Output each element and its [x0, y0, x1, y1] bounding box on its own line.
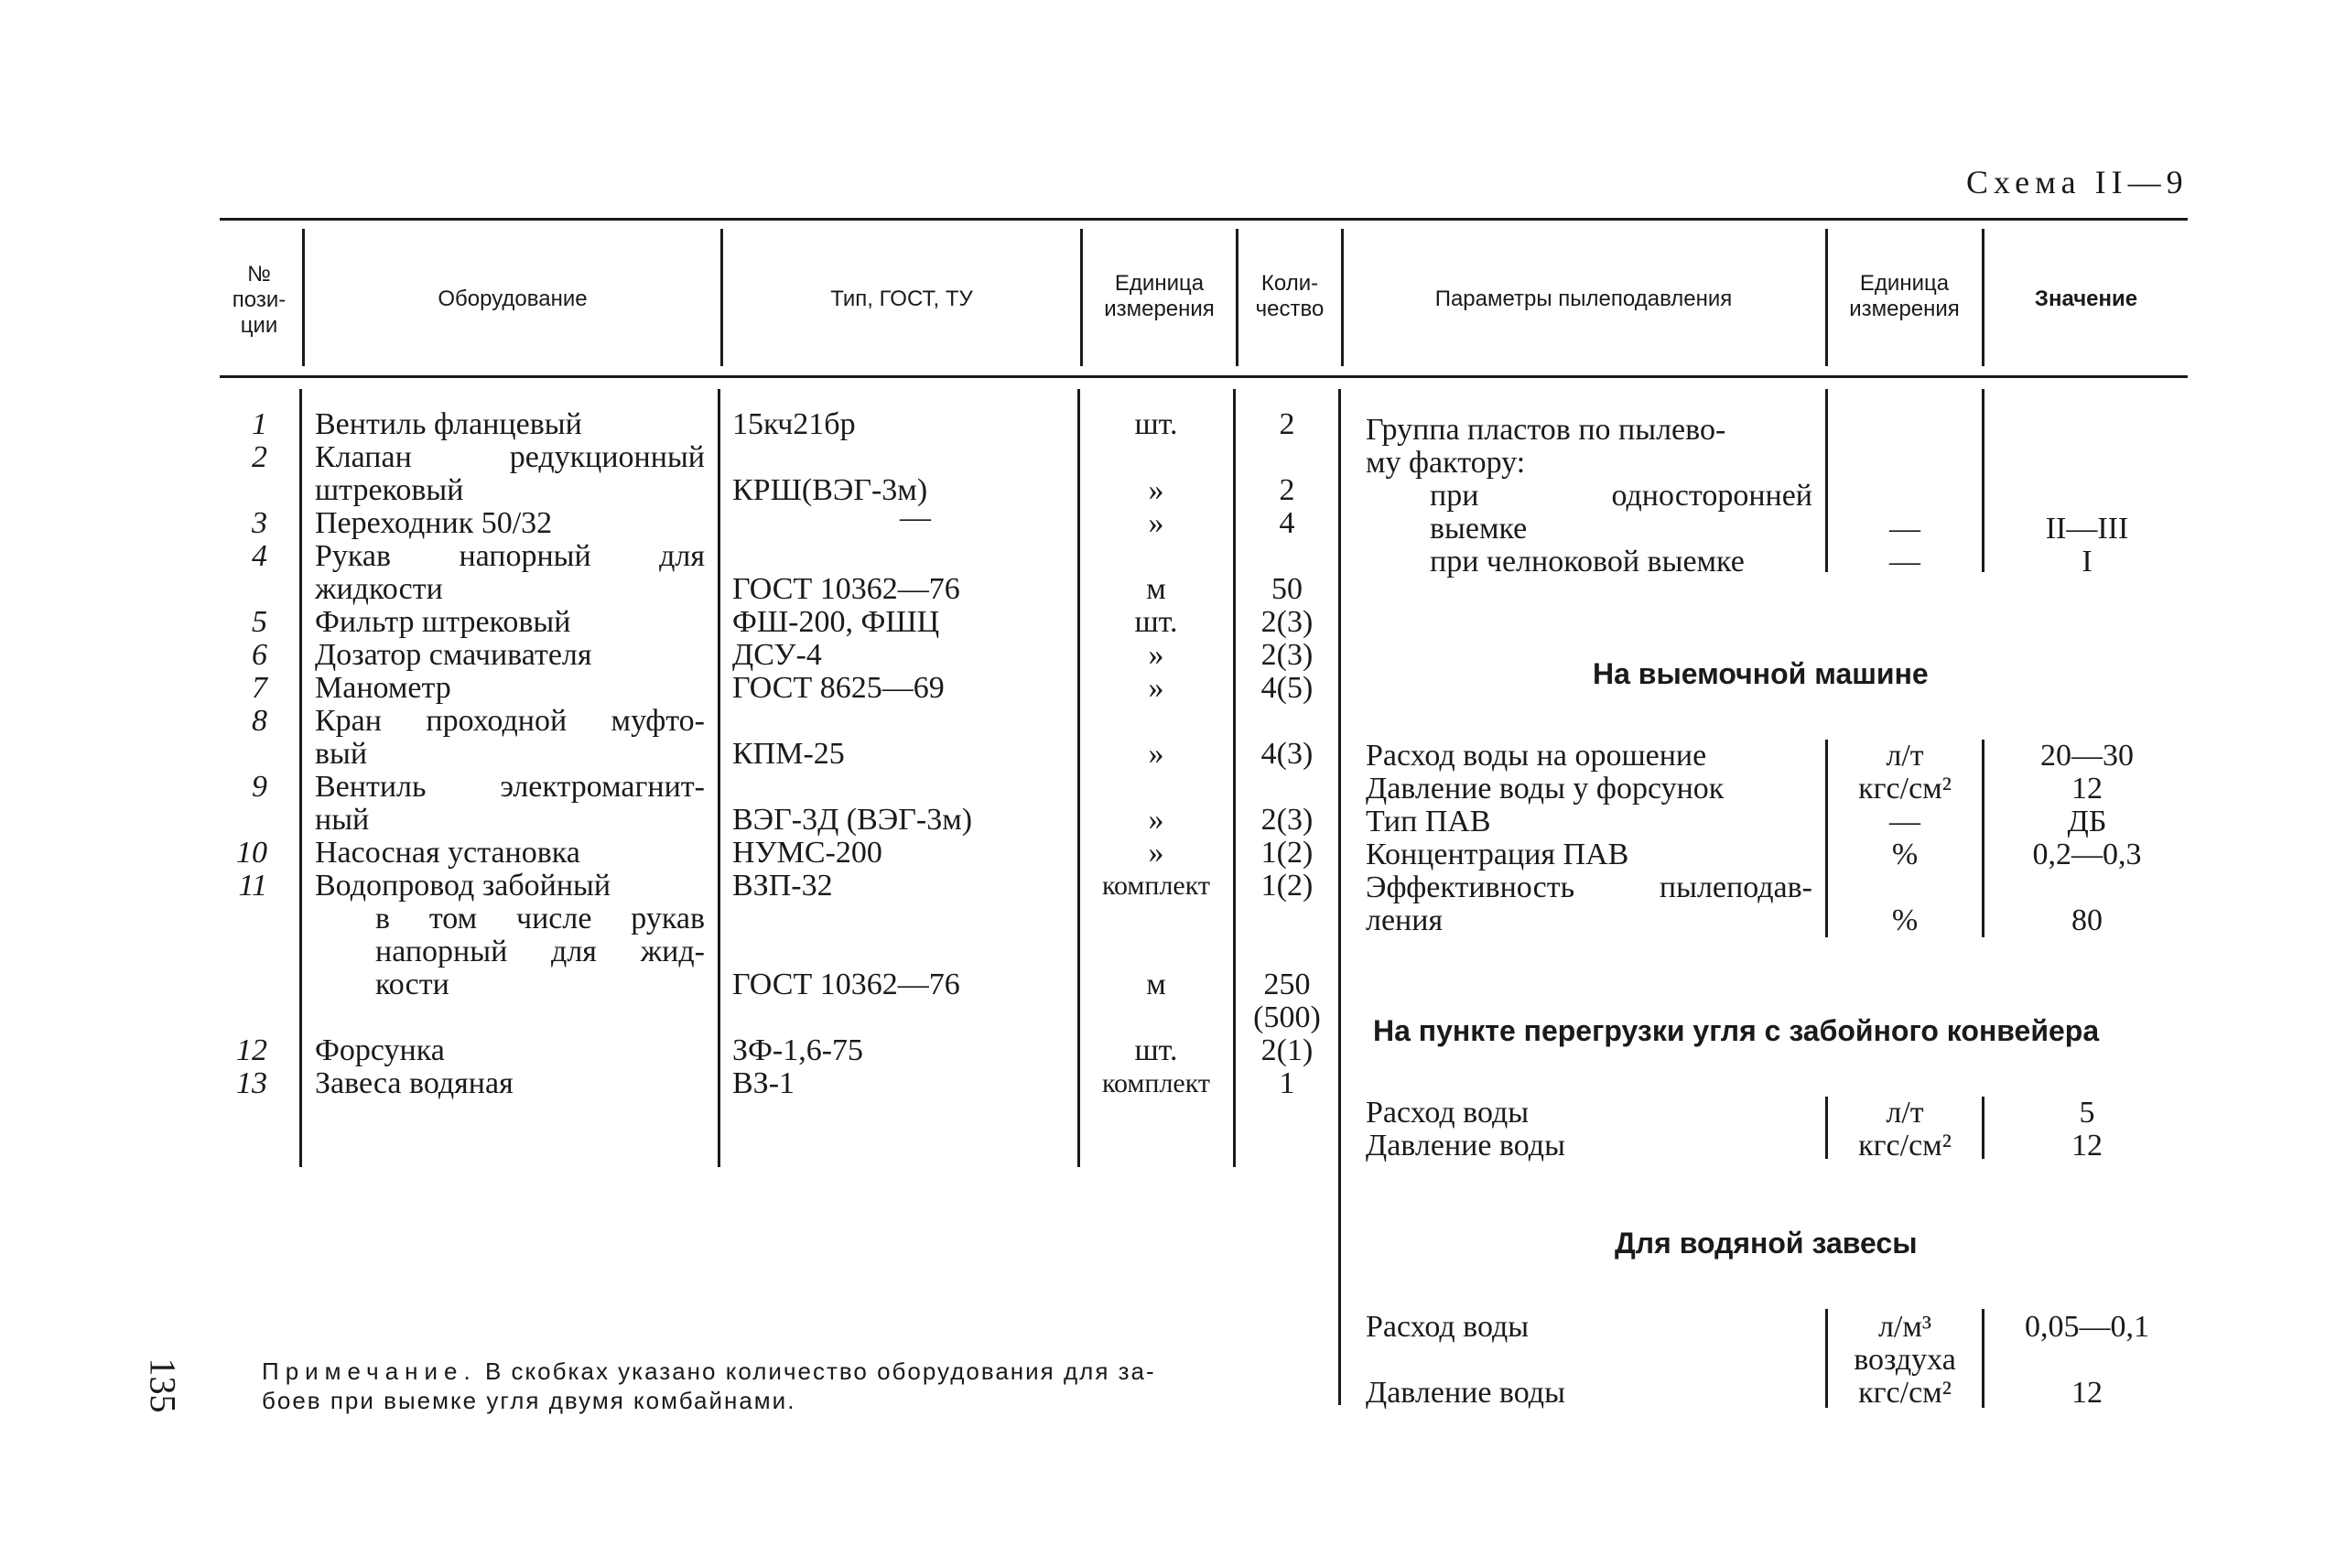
param-value: 0,2—0,3 [2032, 838, 2142, 871]
row-type: ГОСТ 8625—69 [732, 671, 945, 705]
header-line: пози- [232, 287, 287, 312]
header-divider [1825, 229, 1828, 366]
row-unit: » [1148, 638, 1164, 672]
row-name: Фильтр штрековый [315, 605, 571, 639]
header-divider [1236, 229, 1238, 366]
param-value: 12 [2071, 1376, 2103, 1410]
group-row-value: II—III [2045, 512, 2129, 546]
row-name: ный [315, 803, 370, 837]
param-unit: л/т [1886, 739, 1924, 773]
row-number: 10 [236, 836, 267, 870]
right-divider [1825, 389, 1828, 572]
row-unit: » [1148, 473, 1164, 507]
header-line: Единица [1859, 271, 1950, 296]
param-unit: л/м³ [1877, 1310, 1932, 1344]
row-type: КПМ-25 [732, 737, 845, 771]
row-name: Кран проходной муфто- [315, 704, 705, 738]
row-unit: шт. [1134, 407, 1178, 441]
group-row-label: выемке [1430, 512, 1528, 546]
row-number: 7 [252, 671, 267, 705]
row-number: 3 [252, 506, 267, 540]
row-unit: » [1148, 803, 1164, 837]
header-bottom-rule [220, 375, 2188, 378]
param-label: Расход воды [1366, 1096, 1530, 1130]
header-divider [720, 229, 723, 366]
page-number: 135 [142, 1357, 184, 1413]
param-label: Давление воды [1366, 1129, 1565, 1162]
group-title: му фактору: [1366, 446, 1526, 480]
row-type: 15кч21бр [732, 407, 856, 441]
header-line: Коли- [1260, 271, 1319, 296]
param-value: 0,05—0,1 [2025, 1310, 2149, 1344]
footnote-text: В скобках указано количество оборудования для за- [484, 1357, 1156, 1385]
param-unit: % [1891, 838, 1919, 871]
param-label: Эффективность пылеподав- [1366, 871, 1812, 904]
param-unit: кгс/см² [1858, 1376, 1952, 1410]
row-qty: 2 [1279, 407, 1295, 441]
row-number: 9 [252, 770, 267, 804]
header-line: № [247, 262, 271, 287]
row-unit: шт. [1134, 1033, 1178, 1067]
header-divider [1080, 229, 1083, 366]
row-number: 2 [252, 440, 267, 474]
row-qty: 250 [1263, 968, 1311, 1001]
right-divider [1825, 1309, 1828, 1408]
row-number: 12 [236, 1033, 267, 1067]
row-qty: 2(3) [1260, 803, 1314, 837]
row-type: ВЭГ-3Д (ВЭГ-3м) [732, 803, 973, 837]
row-number: 5 [252, 605, 267, 639]
param-value: 12 [2071, 772, 2103, 806]
header-param-unit [1829, 271, 1980, 322]
footnote [262, 1357, 1156, 1415]
header-line: измерения [1104, 297, 1215, 321]
row-name: Манометр [315, 671, 451, 705]
param-unit: — [1889, 805, 1920, 838]
row-type: ВЗП-32 [732, 869, 833, 903]
row-type: ВЗ-1 [732, 1066, 795, 1100]
param-value: 80 [2071, 903, 2103, 937]
table-top-rule [220, 218, 2188, 221]
param-label: Расход воды на орошение [1366, 739, 1707, 773]
right-divider [1982, 389, 1984, 572]
row-name: жидкости [315, 572, 443, 606]
param-label: Расход воды [1366, 1310, 1530, 1344]
row-qty: 2(3) [1260, 605, 1314, 639]
group-row-label: при односторонней [1430, 479, 1812, 513]
header-divider [1341, 229, 1344, 366]
row-name: Форсунка [315, 1033, 445, 1067]
row-name: Насосная установка [315, 836, 580, 870]
group-row-unit: — [1889, 545, 1920, 579]
footnote-text: боев при выемке угля двумя комбайнами. [262, 1387, 796, 1414]
param-label: Давление воды у форсунок [1366, 772, 1725, 806]
row-type: ЗФ-1,6-75 [732, 1033, 864, 1067]
row-type: — [900, 501, 931, 535]
param-unit: кгс/см² [1858, 1129, 1952, 1162]
header-type: Тип, ГОСТ, ТУ [830, 287, 973, 311]
body-divider [718, 389, 720, 1167]
header-quantity [1239, 271, 1340, 322]
param-unit: воздуха [1854, 1343, 1956, 1377]
section-title: Для водяной завесы [1615, 1227, 1918, 1260]
row-name: Переходник 50/32 [315, 506, 553, 540]
row-number: 1 [252, 407, 267, 441]
row-qty: 2(1) [1260, 1033, 1314, 1067]
header-line: измерения [1849, 297, 1960, 321]
row-name: кости [375, 968, 449, 1001]
row-type: ГОСТ 10362—76 [732, 572, 960, 606]
body-divider [299, 389, 302, 1167]
row-unit: м [1146, 968, 1166, 1001]
param-value: 5 [2079, 1096, 2095, 1130]
row-name: вый [315, 737, 368, 771]
row-unit: комплект [1101, 871, 1211, 901]
header-params: Параметры пылеподавления [1434, 287, 1733, 311]
row-name: Рукав напорный для [315, 539, 705, 573]
footnote-label: Примечание. [262, 1357, 477, 1385]
row-qty: 1(2) [1260, 869, 1314, 903]
row-qty: 1(2) [1260, 836, 1314, 870]
row-qty: 4(3) [1260, 737, 1314, 771]
center-divider [1338, 389, 1341, 1405]
row-qty: 2(3) [1260, 638, 1314, 672]
header-value: Значение [2034, 287, 2138, 311]
header-unit [1085, 271, 1234, 322]
group-row-unit: — [1889, 512, 1920, 546]
right-divider [1825, 740, 1828, 937]
row-number: 13 [236, 1066, 267, 1100]
row-unit: » [1148, 506, 1164, 540]
header-position [218, 262, 300, 339]
group-row-value: I [2082, 545, 2092, 579]
param-unit: % [1891, 903, 1919, 937]
row-type: ГОСТ 10362—76 [732, 968, 960, 1001]
row-name: штрековый [315, 473, 464, 507]
row-type: ДСУ-4 [732, 638, 822, 672]
row-unit: » [1148, 737, 1164, 771]
row-type: НУМС-200 [732, 836, 882, 870]
header-line: ции [240, 313, 278, 338]
row-qty-alt: (500) [1253, 1000, 1321, 1034]
row-name: Водопровод забойный [315, 869, 611, 903]
param-unit: кгс/см² [1858, 772, 1952, 806]
scheme-title: Схема II—9 [1966, 164, 2189, 200]
param-label: Тип ПАВ [1366, 805, 1491, 838]
row-number: 8 [252, 704, 267, 738]
row-unit: » [1148, 671, 1164, 705]
header-line: Единица [1114, 271, 1205, 296]
row-unit: м [1146, 572, 1166, 606]
header-line: чество [1255, 297, 1325, 321]
param-label: ления [1366, 903, 1444, 937]
row-type: ФШ-200, ФШЦ [732, 605, 940, 639]
row-number: 6 [252, 638, 267, 672]
group-row-label: при челноковой выемке [1430, 545, 1745, 579]
right-divider [1982, 740, 1984, 937]
body-divider [1077, 389, 1080, 1167]
param-label: Давление воды [1366, 1376, 1565, 1410]
row-name: Вентиль фланцевый [315, 407, 582, 441]
row-unit: » [1148, 836, 1164, 870]
row-qty: 2 [1279, 473, 1295, 507]
row-number: 4 [252, 539, 267, 573]
param-unit: л/т [1886, 1096, 1924, 1130]
row-qty: 50 [1271, 572, 1303, 606]
row-name: Дозатор смачивателя [315, 638, 592, 672]
row-qty: 4(5) [1260, 671, 1314, 705]
param-label: Концентрация ПАВ [1366, 838, 1629, 871]
right-divider [1982, 1097, 1984, 1159]
row-number: 11 [238, 869, 267, 903]
row-qty: 1 [1279, 1066, 1295, 1100]
row-unit: шт. [1134, 605, 1178, 639]
row-name: напорный для жид- [375, 935, 705, 968]
section-title: На выемочной машине [1593, 657, 1929, 690]
header-divider [302, 229, 305, 366]
row-name: в том числе рукав [375, 902, 705, 935]
right-divider [1825, 1097, 1828, 1159]
row-type: КРШ(ВЭГ-3м) [732, 473, 928, 507]
right-divider [1982, 1309, 1984, 1408]
row-qty: 4 [1279, 506, 1295, 540]
group-title: Группа пластов по пылево- [1366, 413, 1726, 447]
row-name: Клапан редукционный [315, 440, 705, 474]
param-value: ДБ [2067, 805, 2107, 838]
row-unit: комплект [1101, 1068, 1211, 1098]
body-divider [1233, 389, 1236, 1167]
param-value: 20—30 [2040, 739, 2134, 773]
param-value: 12 [2071, 1129, 2103, 1162]
row-name: Вентиль электромагнит- [315, 770, 705, 804]
header-equipment: Оборудование [438, 287, 588, 311]
row-name: Завеса водяная [315, 1066, 514, 1100]
footnote-line [262, 1357, 1156, 1386]
section-title: На пункте перегрузки угля с забойного конвейера [1373, 1014, 2100, 1047]
